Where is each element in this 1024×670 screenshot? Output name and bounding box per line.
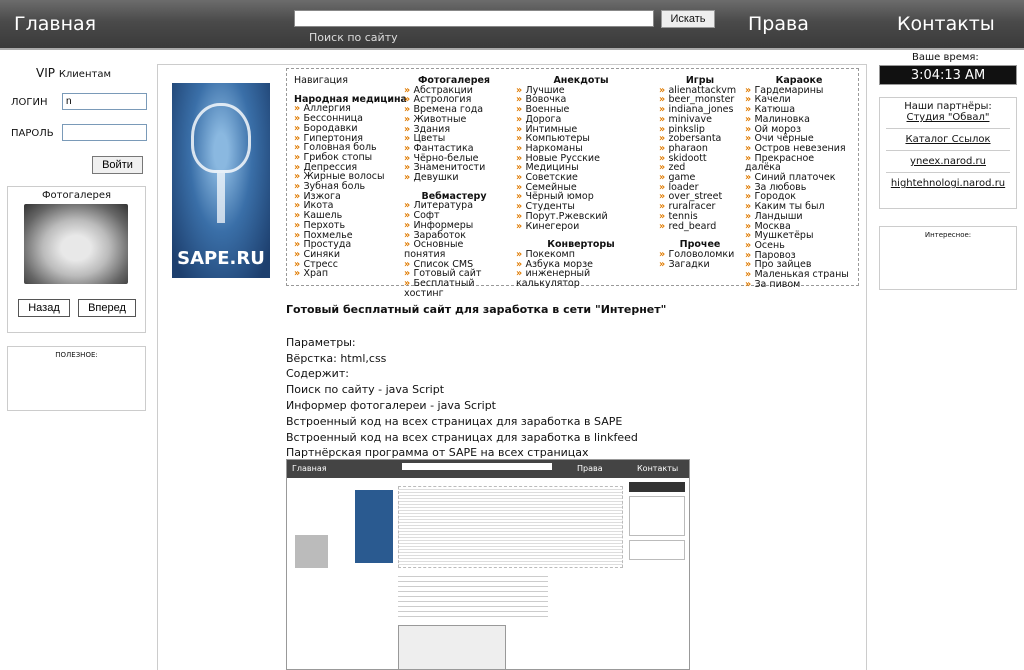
menu-link[interactable]: » Бородавки (294, 124, 407, 134)
menu-link[interactable]: » Интимные (516, 125, 646, 135)
screenshot-text (398, 572, 548, 620)
menu-link[interactable]: » Абстракции (404, 86, 504, 96)
menu-link[interactable]: » Компьютеры (516, 134, 646, 144)
menu-link[interactable]: » Мушкетёры (745, 231, 853, 241)
menu-link[interactable]: » loader (659, 183, 741, 193)
login-input[interactable] (62, 93, 147, 110)
sape-banner[interactable] (172, 83, 270, 278)
menu-link[interactable]: » minivave (659, 115, 741, 125)
menu-games-title: Игры (685, 75, 715, 86)
screenshot-photo (295, 535, 328, 568)
article-title: Готовый бесплатный сайт для заработка в сети "Интернет" (286, 303, 667, 316)
menu-link[interactable]: » Софт (404, 211, 504, 221)
partner-link-2[interactable]: yneex.narod.ru (910, 156, 986, 167)
gallery-forward-button[interactable]: Вперед (78, 299, 136, 317)
menu-link[interactable]: » Москва (745, 222, 853, 232)
menu-link[interactable]: » over_street (659, 192, 741, 202)
top-bar (0, 0, 1024, 50)
menu-link[interactable]: » tennis (659, 212, 741, 222)
useful-widget (7, 346, 146, 411)
menu-link[interactable]: » alienattackvm (659, 86, 741, 96)
menu-link[interactable]: » pinkslip (659, 125, 741, 135)
vip-title: VIP Клиентам (36, 66, 111, 80)
menu-link[interactable]: » Жирные волосы (294, 172, 407, 182)
partners-widget (879, 97, 1017, 209)
menu-nav-title: Навигация (294, 75, 348, 86)
password-input[interactable] (62, 124, 147, 141)
menu-other-title: Прочее (679, 239, 721, 251)
search-button[interactable]: Искать (661, 10, 715, 28)
menu-karaoke-title: Караоке (775, 75, 823, 86)
menu-link[interactable]: » Цветы (404, 134, 504, 144)
search-label: Поиск по сайту (309, 31, 398, 44)
screenshot-clock (629, 482, 685, 492)
menu-col-games (659, 76, 741, 269)
menu-link[interactable]: » Катюша (745, 105, 853, 115)
gallery-back-button[interactable]: Назад (18, 299, 70, 317)
menu-link[interactable]: » Гардемарины (745, 86, 853, 96)
menu-col-karaoke (745, 76, 853, 289)
nav-contacts[interactable]: Контакты (897, 13, 995, 35)
screenshot-nested (398, 625, 506, 670)
menu-link[interactable]: » Про зайцев (745, 260, 853, 270)
screenshot-home: Главная (292, 464, 327, 473)
menu-link[interactable]: » Порут.Ржевский (516, 212, 646, 222)
menu-link[interactable]: » Ой мороз (745, 125, 853, 135)
menu-link[interactable]: » Каким ты был (745, 202, 853, 212)
screenshot-partners (629, 496, 685, 536)
menu-link[interactable]: » red_beard (659, 222, 741, 232)
article-line: Встроенный код на всех страницах для заработка в SAPE (286, 414, 623, 428)
gallery-photo[interactable] (24, 204, 128, 284)
menu-link[interactable]: » Городок (745, 192, 853, 202)
menu-link[interactable]: » Кинегерои (516, 222, 646, 232)
screenshot-interesting (629, 540, 685, 560)
menu-link[interactable]: » Кашель (294, 211, 407, 221)
menu-gallery-title: Фотогалерея (417, 75, 491, 86)
menu-link[interactable]: » Похмелье (294, 231, 407, 241)
clock: 3:04:13 AM (879, 65, 1017, 85)
menu-link[interactable]: » Заработок (404, 231, 504, 241)
menu-link[interactable]: » Очи чёрные (745, 134, 853, 144)
menu-link[interactable]: » Грибок стопы (294, 153, 407, 163)
article-line: Встроенный код на всех страницах для заработка в linkfeed (286, 430, 638, 444)
password-label: ПАРОЛЬ (11, 128, 54, 139)
article-line: Партнёрская программа от SAPE на всех страницах (286, 446, 589, 460)
menu-link[interactable]: » Девушки (404, 173, 504, 183)
menu-link[interactable]: » Времена года (404, 105, 504, 115)
menu-link[interactable]: » Ландыши (745, 212, 853, 222)
menu-link[interactable]: » Гипертония (294, 134, 407, 144)
menu-link[interactable]: » Маленькая страны (745, 270, 853, 280)
menu-link[interactable]: » Головная боль (294, 143, 407, 153)
menu-link[interactable]: » Животные (404, 115, 504, 125)
menu-col-jokes (516, 76, 646, 289)
menu-link[interactable]: » Лучшие (516, 86, 646, 96)
menu-link[interactable]: » pharaon (659, 144, 741, 154)
time-label: Ваше время: (912, 52, 979, 63)
menu-link[interactable]: » Чёрный юмор (516, 192, 646, 202)
menu-link[interactable]: » zobersanta (659, 134, 741, 144)
menu-medicine-title: Народная медицина (294, 93, 407, 105)
menu-link[interactable]: » Военные (516, 105, 646, 115)
menu-link[interactable]: » Медицины (516, 163, 646, 173)
menu-link[interactable]: » Зубная боль (294, 182, 407, 192)
article-line: Информер фотогалереи - java Script (286, 398, 496, 412)
menu-link[interactable]: » Вовочка (516, 95, 646, 105)
menu-link[interactable]: » Синяки (294, 250, 407, 260)
nav-rights[interactable]: Права (748, 13, 809, 35)
menu-link[interactable]: » Депрессия (294, 163, 407, 173)
menu-link[interactable]: » game (659, 173, 741, 183)
menu-link[interactable]: » Студенты (516, 202, 646, 212)
interesting-title: Интересное: (924, 231, 972, 239)
screenshot-menu (398, 486, 623, 568)
menu-link[interactable]: » Здания (404, 125, 504, 135)
menu-link[interactable]: » Прекрасное далёка (745, 154, 853, 173)
login-label: ЛОГИН (11, 97, 48, 108)
menu-link[interactable]: » Головоломки (659, 250, 741, 260)
site-screenshot (286, 459, 690, 670)
menu-link[interactable]: » Информеры (404, 221, 504, 231)
menu-link[interactable]: » Малиновка (745, 115, 853, 125)
partner-link-3[interactable]: hightehnologi.narod.ru (890, 178, 1006, 189)
menu-link[interactable]: » Синий платочек (745, 173, 853, 183)
menu-link[interactable]: » Осень (745, 241, 853, 251)
menu-link[interactable]: » За пивом (745, 280, 853, 290)
menu-link[interactable]: » ruralracer (659, 202, 741, 212)
menu-link[interactable]: » Бессонница (294, 114, 407, 124)
menu-link[interactable]: » Чёрно-белые (404, 154, 504, 164)
menu-link[interactable]: » За любовь (745, 183, 853, 193)
menu-link[interactable]: » инженерный калькулятор (516, 269, 646, 288)
stem-decoration (217, 173, 225, 223)
search-input[interactable] (294, 10, 654, 27)
screenshot-contacts: Контакты (637, 464, 679, 473)
menu-link[interactable]: » Дорога (516, 115, 646, 125)
screenshot-top-bar (287, 460, 689, 478)
menu-link[interactable]: » Астрология (404, 95, 504, 105)
screenshot-rights: Права (577, 464, 603, 473)
menu-link[interactable]: » Храп (294, 269, 407, 279)
gallery-title: Фотогалерея (41, 190, 112, 201)
menu-link[interactable]: » Советские (516, 173, 646, 183)
menu-link[interactable]: » Азбука морзе (516, 260, 646, 270)
useful-title: ПОЛЕЗНОЕ: (55, 351, 98, 359)
menu-link[interactable]: » skidoott (659, 154, 741, 164)
menu-webmaster-title: Вебмастеру (421, 190, 487, 202)
menu-link[interactable]: » Остров невезения (745, 144, 853, 154)
menu-link[interactable]: » Аллергия (294, 104, 407, 114)
menu-col-medicine (294, 76, 407, 279)
partner-link-1[interactable]: Каталог Ссылок (905, 134, 991, 145)
menu-link[interactable]: » Качели (745, 95, 853, 105)
menu-link[interactable]: » Простуда (294, 240, 407, 250)
article-line: Вёрстка: html,css (286, 351, 387, 365)
interesting-widget (879, 226, 1017, 290)
article-line: Параметры: (286, 335, 356, 349)
menu-link[interactable]: » Стресс (294, 260, 407, 270)
article-line: Поиск по сайту - java Script (286, 383, 445, 397)
menu-link[interactable]: » Готовый сайт (404, 269, 504, 279)
menu-link[interactable]: » Бесплатный хостинг (404, 279, 504, 298)
menu-link[interactable]: » Знаменитости (404, 163, 504, 173)
menu-link[interactable]: » Паровоз (745, 251, 853, 261)
partners-title: Наши партнёры: (904, 101, 992, 112)
menu-link[interactable]: » beer_monster (659, 95, 741, 105)
menu-link[interactable]: » Основные понятия (404, 240, 504, 259)
menu-link[interactable]: » Загадки (659, 260, 741, 270)
article-line: Содержит: (286, 367, 349, 381)
menu-link[interactable]: » Наркоманы (516, 144, 646, 154)
menu-link[interactable]: » Список CMS (404, 260, 504, 270)
menu-link[interactable]: » Фантастика (404, 144, 504, 154)
sape-logo-text: SAPE.RU (177, 248, 265, 269)
partner-link-0[interactable]: Студия "Обвал" (906, 112, 990, 123)
menu-col-gallery (404, 76, 504, 298)
menu-link[interactable]: » zed (659, 163, 741, 173)
menu-link[interactable]: » Семейные (516, 183, 646, 193)
brain-icon (191, 103, 251, 173)
menu-link[interactable]: » Новые Русские (516, 154, 646, 164)
menu-jokes-title: Анекдоты (553, 75, 609, 86)
menu-link[interactable]: » Икота (294, 201, 407, 211)
menu-link[interactable]: » indiana_jones (659, 105, 741, 115)
menu-link[interactable]: » Литература (404, 201, 504, 211)
menu-link[interactable]: » Покекомп (516, 250, 646, 260)
menu-converters-title: Конверторы (547, 239, 615, 251)
nav-home[interactable]: Главная (14, 13, 97, 35)
screenshot-logo (355, 490, 393, 563)
menu-link[interactable]: » Изжога (294, 192, 407, 202)
login-button[interactable]: Войти (92, 156, 143, 174)
menu-link[interactable]: » Перхоть (294, 221, 407, 231)
